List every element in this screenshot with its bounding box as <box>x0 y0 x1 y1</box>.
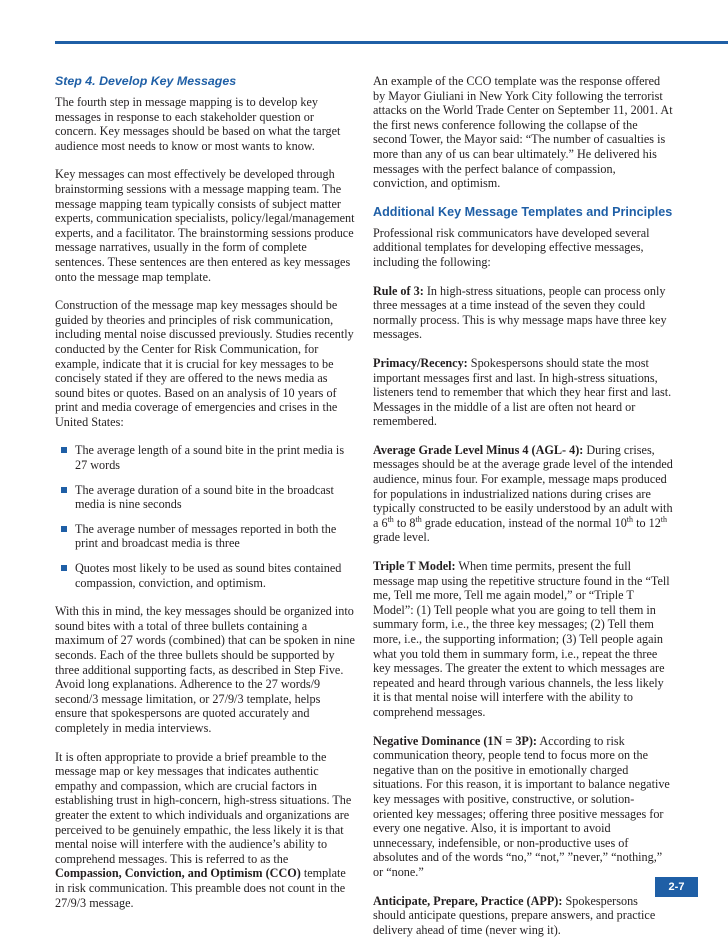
paragraph-templates-intro: Professional risk communicators have developed several additional templates for developing effective messages, including the following: <box>373 225 650 269</box>
agl-sup: th <box>626 514 634 524</box>
app-text: Spokespersons should anticipate questions, prepare answers, and practice delivery ahead of time (never wing it). <box>373 893 656 937</box>
square-bullet-icon <box>61 487 67 493</box>
paragraph-app <box>373 894 673 938</box>
agl-text: to 12 <box>633 515 661 530</box>
primacy-label: Primacy/Recency: <box>373 355 468 370</box>
square-bullet-icon <box>61 526 67 532</box>
list-item-text: Quotes most likely to be used as sound bites contained compassion, conviction, and optimism. <box>75 561 342 590</box>
cco-text-start: It is often appropriate to provide a brief preamble to the message map or key messages that indicates authentic empathy and compassion, which are crucial factors in establishing trust in high-concern, high-stress situations. The greater the extent to which individuals and organizations are perceived to be genuinely empathic, the less likely it is that mental noise will interfere with the audience’s ability to comprehend messages. This is referred to as the <box>55 749 352 866</box>
list-item-text: The average length of a sound bite in the print media is 27 words <box>75 443 345 473</box>
paragraph-giuliani-example: An example of the CCO template was the response offered by Mayor Giuliani in New York City following the terrorist attacks on the World Trade Center on September 11, 2001. At the first news conference following the collapse of the second Tower, the Mayor said: “The number of casualties is more than any of us can bear ultimately.” He delivered his messages with the perfect balance of compassion, conviction, and optimism. <box>373 74 673 191</box>
step-heading: Step 4. Develop Key Messages <box>55 74 237 88</box>
square-bullet-icon <box>61 565 67 571</box>
agl-text: to 8 <box>393 515 416 530</box>
agl-text: grade education, instead of the normal 10 <box>421 515 627 530</box>
header-rule <box>55 41 728 44</box>
paragraph-primacy-recency <box>373 356 673 429</box>
paragraph-construction: Construction of the message map key messages should be guided by theories and principles of risk communication, including mental noise discussed previously. Studies recently conducted by the Center for Risk Communication, for example, indicate that it is crucial for key messages to be concisely stated if they are offered to the news media as sound bites or quotes. Based on an analysis of 10 years of print and media coverage of emergencies and crises in the United States: <box>55 298 354 429</box>
list-item-text: The average number of messages reported in both the print and broadcast media is three <box>75 521 337 551</box>
list-item <box>61 443 355 472</box>
paragraph-agl <box>373 443 673 545</box>
agl-sup: th <box>660 514 668 524</box>
app-label: Anticipate, Prepare, Practice (APP): <box>373 893 563 908</box>
left-column <box>55 74 355 924</box>
agl-sup: th <box>415 514 422 524</box>
triple-t-text: When time permits, present the full message map using the repetitive structure found in the “Tell me, Tell me more, Tell me again model,” or “Triple T Model”: (1) Tell people what you are going to tell them in summary form, i.e., the three key messages; (2) Tell them more, i.e., the supporting information; (3) Tell people again what you told them in summary form, i.e., repeat the three key messages. The greater the extent to which messages are repeated and heard through various channels, the less likely it is that mental noise will interfere with the ability to comprehend messages. <box>373 559 670 719</box>
paragraph-27-9-3: With this in mind, the key messages should be organized into sound bites with a total of three bullets containing a maximum of 27 words (combined) that can be spoken in nine seconds. Each of the three bullets should be supported by three additional supporting facts, as described in Step Five. Avoid long explanations. Adherence to the 27 words/9 second/3 message limitation, or 27/9/3 template, helps ensure that spokespersons are quoted accurately and completely in media interviews. <box>55 604 355 735</box>
agl-text: grade level. <box>373 530 430 545</box>
cco-term: Compassion, Conviction, and Optimism (CCO) <box>55 866 301 881</box>
triple-t-label: Triple T Model: <box>373 559 456 574</box>
list-item <box>61 483 355 512</box>
cco-text-end: template in risk communication. This preamble does not count in the 27/9/3 message. <box>55 866 346 910</box>
rule-of-3-text: In high-stress situations, people can process only three messages at a time instead of the seven they could normally process. This is why message maps have three key messages. <box>373 283 667 342</box>
negative-dominance-label: Negative Dominance (1N = 3P): <box>373 733 537 748</box>
sound-bite-list <box>55 443 355 590</box>
agl-sup: th <box>387 514 394 524</box>
primacy-text: Spokespersons should state the most important messages first and last. In high-stress situations, listeners tend to remember that which they hear first and last. Messages in the middle of a list are often not heard or remembered. <box>373 355 672 429</box>
square-bullet-icon <box>61 447 67 453</box>
rule-of-3-label: Rule of 3: <box>373 283 424 298</box>
paragraph-cco <box>55 750 355 911</box>
agl-label: Average Grade Level Minus 4 (AGL- 4): <box>373 442 584 457</box>
negative-dominance-text: According to risk communication theory, people tend to focus more on the negative than on the positive in emotionally charged situations. For this reason, it is important to balance negative key messages with positive, constructive, or solution-oriented key messages; offering three positive messages for every one negative. Also, it is important to avoid unnecessary, indefensible, or non-productive uses of absolutes and of the words “no,” “not,” ”never,” “nothing,” or “none.” <box>373 733 670 879</box>
paragraph-triple-t <box>373 559 673 720</box>
paragraph-step-intro: The fourth step in message mapping is to develop key messages in response to each stakeholder question or concern. Key messages should be based on what the target audience most needs to know or most wants to know. <box>55 95 341 153</box>
list-item <box>61 522 355 551</box>
list-item-text: The average duration of a sound bite in the broadcast media is nine seconds <box>75 482 334 512</box>
page-number: 2-7 <box>655 877 698 897</box>
agl-text: During crises, messages should be at the average grade level of the intended audience, minus four. For example, message maps produced for populations in industrialized nations during crises are typically constructed to be easily understood by an adult with a 6 <box>373 442 673 530</box>
paragraph-rule-of-3 <box>373 284 673 342</box>
list-item <box>61 561 355 590</box>
paragraph-negative-dominance <box>373 734 673 880</box>
right-column <box>373 74 673 951</box>
paragraph-brainstorming: Key messages can most effectively be developed through brainstorming sessions with a message mapping team. The message mapping team typically consists of subject matter experts, communication specialists, policy/legal/management experts, and a facilitator. The brainstorming sessions produce message narratives, usually in the form of complete sentences. These sentences are then entered as key messages onto the message map template. <box>55 167 355 284</box>
section-heading: Additional Key Message Templates and Principles <box>373 204 673 219</box>
